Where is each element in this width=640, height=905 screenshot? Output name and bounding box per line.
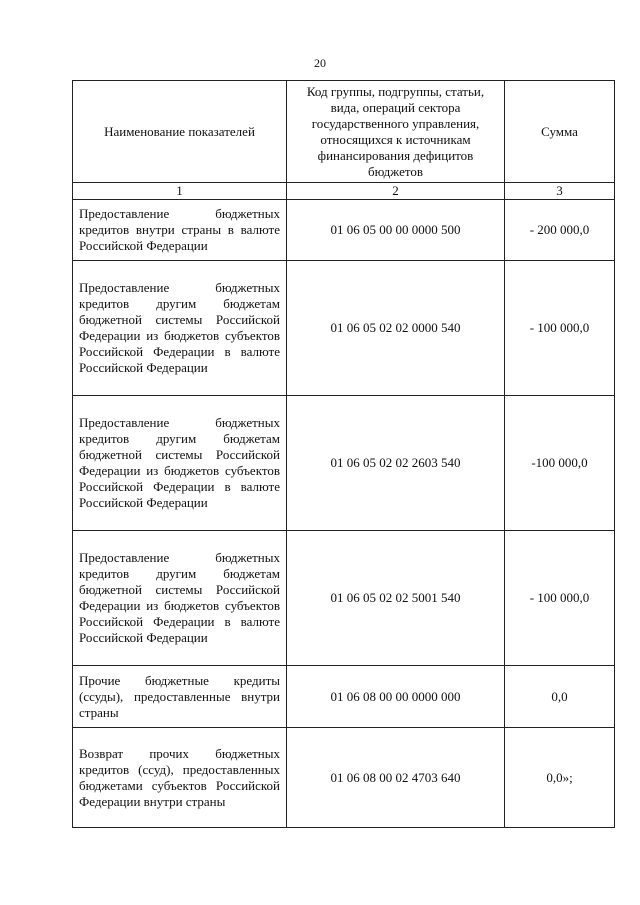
row-name: Возврат прочих бюджетных кредитов (ссуд), предоставленных бюджетами субъектов Российской Федерации внутри страны: [73, 728, 287, 828]
row-name: Предоставление бюджетных кредитов другим бюджетам бюджетной системы Российской Федерации из бюджетов субъектов Российской Федерации в валюте Российской Федерации: [73, 531, 287, 666]
row-name: Прочие бюджетные кредиты (ссуды), предоставленные внутри страны: [73, 666, 287, 728]
row-amount: - 200 000,0: [505, 200, 615, 261]
header-name: Наименование показателей: [73, 81, 287, 183]
row-name: Предоставление бюджетных кредитов внутри страны в валюте Российской Федерации: [73, 200, 287, 261]
column-number: 1: [73, 183, 287, 200]
column-number: 3: [505, 183, 615, 200]
row-amount: - 100 000,0: [505, 531, 615, 666]
row-code: 01 06 08 00 02 4703 640: [287, 728, 505, 828]
header-amount: Сумма: [505, 81, 615, 183]
column-number-row: [73, 183, 615, 200]
row-name: Предоставление бюджетных кредитов другим бюджетам бюджетной системы Российской Федерации из бюджетов субъектов Российской Федерации в валюте Российской Федерации: [73, 261, 287, 396]
page-number: 20: [314, 56, 326, 70]
budget-sources-table: [72, 80, 615, 828]
table-row: [73, 200, 615, 261]
row-amount: 0,0: [505, 666, 615, 728]
table-row: [73, 396, 615, 531]
column-number: 2: [287, 183, 505, 200]
header-code: Код группы, подгруппы, статьи, вида, операций сектора государственного управления, относящихся к источникам финансирования дефицитов бюджетов: [287, 81, 505, 183]
table-row: [73, 666, 615, 728]
row-code: 01 06 05 02 02 2603 540: [287, 396, 505, 531]
row-code: 01 06 08 00 00 0000 000: [287, 666, 505, 728]
table-row: [73, 261, 615, 396]
table-header-row: [73, 81, 615, 183]
row-amount: - 100 000,0: [505, 261, 615, 396]
table-row: [73, 728, 615, 828]
row-code: 01 06 05 02 02 5001 540: [287, 531, 505, 666]
row-code: 01 06 05 02 02 0000 540: [287, 261, 505, 396]
row-code: 01 06 05 00 00 0000 500: [287, 200, 505, 261]
row-name: Предоставление бюджетных кредитов другим бюджетам бюджетной системы Российской Федерации из бюджетов субъектов Российской Федерации в валюте Российской Федерации: [73, 396, 287, 531]
row-amount: 0,0»;: [505, 728, 615, 828]
row-amount: -100 000,0: [505, 396, 615, 531]
table-row: [73, 531, 615, 666]
